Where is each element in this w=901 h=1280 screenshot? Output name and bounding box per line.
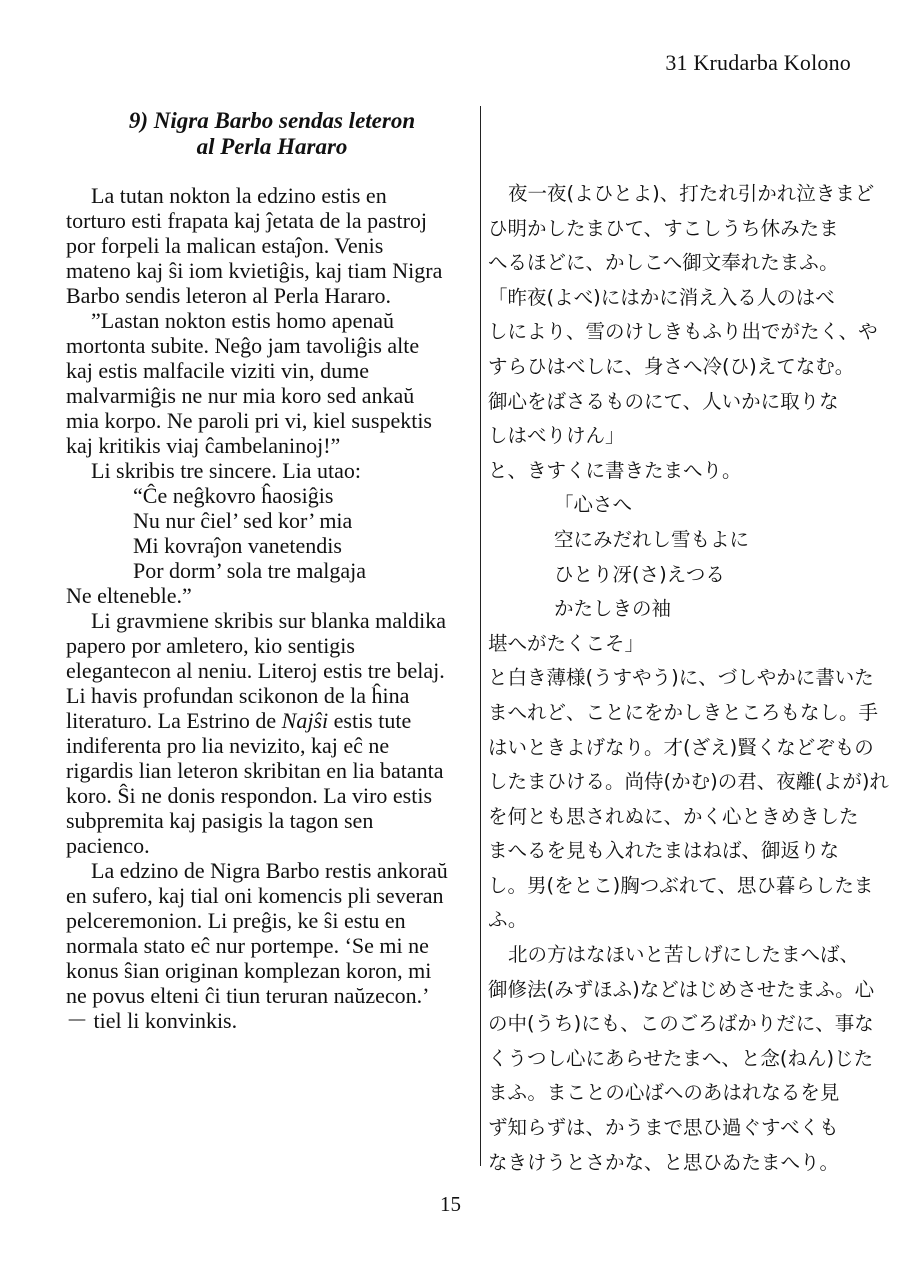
text-line: Li skribis tre sincere. Lia utao: — [91, 458, 362, 483]
japanese-column — [488, 177, 889, 1180]
chapter-title-line-1: 9) Nigra Barbo sendas leteron — [128, 108, 416, 133]
jp-line: 御心をばさるものにて、人いかに取りな — [488, 389, 839, 413]
italic-title: Najŝi — [281, 708, 329, 733]
text-line: kaj kritikis viaj ĉambelaninoj!” — [66, 433, 341, 458]
jp-line: ふ。 — [488, 908, 528, 932]
text-line: Barbo sendis leteron al Perla Hararo. — [66, 283, 391, 308]
text-line: Li havis profundan scikonon de la ĥina — [66, 683, 410, 708]
jp-line: すらひはべしに、身さへ冷(ひ)えてなむ。 — [488, 354, 855, 378]
jp-line: なきけうとさかな、と思ひゐたまへり。 — [488, 1150, 840, 1174]
jp-line: と白き薄様(うすやう)に、づしやかに書いた — [488, 666, 874, 690]
text-line: elegantecon al neniu. Literoj estis tre belaj. — [66, 658, 445, 683]
text-line: mia korpo. Ne paroli pri vi, kiel suspektis — [66, 408, 432, 433]
poem-line: Por dorm’ sola tre malgaja — [133, 558, 366, 583]
jp-line: の中(うち)にも、このごろばかりだに、事な — [488, 1012, 874, 1036]
jp-line: 夜一夜(よひとよ)、打たれ引かれ泣きまど — [508, 182, 875, 205]
jp-line: まふ。まことの心ばへのあはれなるを見 — [488, 1081, 840, 1105]
text-line: pacienco. — [66, 833, 150, 858]
jp-line: まへるを見も入れたまはねば、御返りな — [488, 839, 840, 863]
poem-line: Mi kovraĵon vanetendis — [133, 533, 342, 558]
poem-line: Ne elteneble.” — [66, 583, 192, 608]
jp-line: を何とも思されぬに、かく心ときめきした — [488, 804, 859, 828]
jp-poem-line: 空にみだれし雪もよに — [554, 527, 750, 551]
esperanto-column — [66, 108, 478, 1033]
text-line: La tutan nokton la edzino estis en — [91, 183, 387, 208]
chapter-title-line-2: al Perla Hararo — [196, 134, 348, 159]
jp-line: ひ明かしたまひて、すこしうち休みたま — [488, 216, 839, 240]
poem-line: Nu nur ĉiel’ sed kor’ mia — [133, 508, 353, 533]
jp-line: 北の方はなほいと苦しげにしたまへば、 — [508, 943, 860, 967]
jp-line: しにより、雪のけしきもふり出でがたく、や — [488, 320, 878, 344]
text-fragment: estis tute — [328, 708, 412, 733]
text-line: mateno kaj ŝi iom kvietiĝis, kaj tiam Nigra — [66, 258, 443, 283]
text-line: kaj estis malfacile viziti vin, dume — [66, 358, 370, 383]
text-fragment: literaturo. La Estrino de — [66, 708, 282, 733]
chapter-title — [66, 108, 478, 160]
jp-line: し。男(をとこ)胸つぶれて、思ひ暮らしたま — [488, 873, 874, 897]
jp-line: まへれど、ことにをかしきところもなし。手 — [488, 700, 879, 724]
jp-line: ず知らずは、かうまで思ひ過ぐすべくも — [488, 1116, 839, 1140]
poem-line: “Ĉe neĝkovro ĥaosiĝis — [133, 483, 334, 508]
text-line: － tiel li konvinkis. — [66, 1008, 238, 1033]
text-line: mortonta subite. Neĝo jam tavoliĝis alte — [66, 333, 420, 358]
running-title: 31 Krudarba Kolono — [665, 50, 851, 75]
text-line: pelceremonion. Li preĝis, ke ŝi estu en — [66, 908, 406, 933]
paragraph-1 — [66, 183, 478, 308]
column-divider — [480, 106, 481, 1166]
jp-line: 御修法(みずほふ)などはじめさせたまふ。心 — [488, 977, 875, 1001]
jp-poem-line: かたしきの袖 — [554, 597, 672, 621]
jp-line: と、きすくに書きたまへり。 — [488, 458, 742, 482]
text-line: koro. Ŝi ne donis respondon. La viro estis — [66, 783, 433, 808]
jp-line: くうつし心にあらせたまへ、と念(ねん)じた — [488, 1046, 874, 1070]
text-line: por forpeli la malican estaĵon. Venis — [66, 233, 384, 258]
text-line: indiferenta pro lia nevizito, kaj eĉ ne — [66, 733, 390, 758]
text-line: papero por amletero, kio sentigis — [66, 633, 355, 658]
jp-line: へるほどに、かしこへ御文奉れたまふ。 — [488, 251, 839, 275]
text-line: malvarmiĝis ne nur mia koro sed ankaŭ — [66, 383, 415, 408]
paragraph-3-poem — [66, 458, 478, 608]
text-line: torturo esti frapata kaj ĵetata de la pastroj — [66, 208, 428, 233]
jp-line: 堪へがたくこそ」 — [488, 631, 645, 655]
text-line: subpremita kaj pasigis la tagon sen — [66, 808, 374, 833]
paragraph-5 — [66, 858, 478, 1033]
text-line: normala stato eĉ nur portempe. ‘Se mi ne — [66, 933, 429, 958]
paragraph-4 — [66, 608, 478, 858]
text-line: konus ŝian originan komplezan koron, mi — [66, 958, 432, 983]
text-line — [66, 708, 478, 733]
text-line: Li gravmiene skribis sur blanka maldika — [91, 608, 446, 633]
text-line: en sufero, kaj tial oni komencis pli severan — [66, 883, 444, 908]
jp-line: 「昨夜(よべ)にはかに消え入る人のはべ — [488, 285, 835, 309]
paragraph-2-letter — [66, 308, 478, 458]
text-line: ”Lastan nokton estis homo apenaŭ — [91, 308, 395, 333]
text-line: ne povus elteni ĉi tiun teruran naŭzecon.’ — [66, 983, 430, 1008]
jp-poem-line: 「心さへ — [554, 493, 633, 517]
page-number: 15 — [440, 1192, 461, 1216]
jp-poem-line: ひとり冴(さ)えつる — [554, 562, 725, 586]
jp-line: したまひける。尚侍(かむ)の君、夜離(よが)れ — [488, 770, 889, 794]
text-line: La edzino de Nigra Barbo restis ankoraŭ — [91, 858, 448, 883]
jp-line: しはべりけん」 — [488, 424, 625, 448]
jp-line: はいときよげなり。才(ざえ)賢くなどぞもの — [488, 735, 874, 759]
text-line: rigardis lian leteron skribitan en lia batanta — [66, 758, 444, 783]
